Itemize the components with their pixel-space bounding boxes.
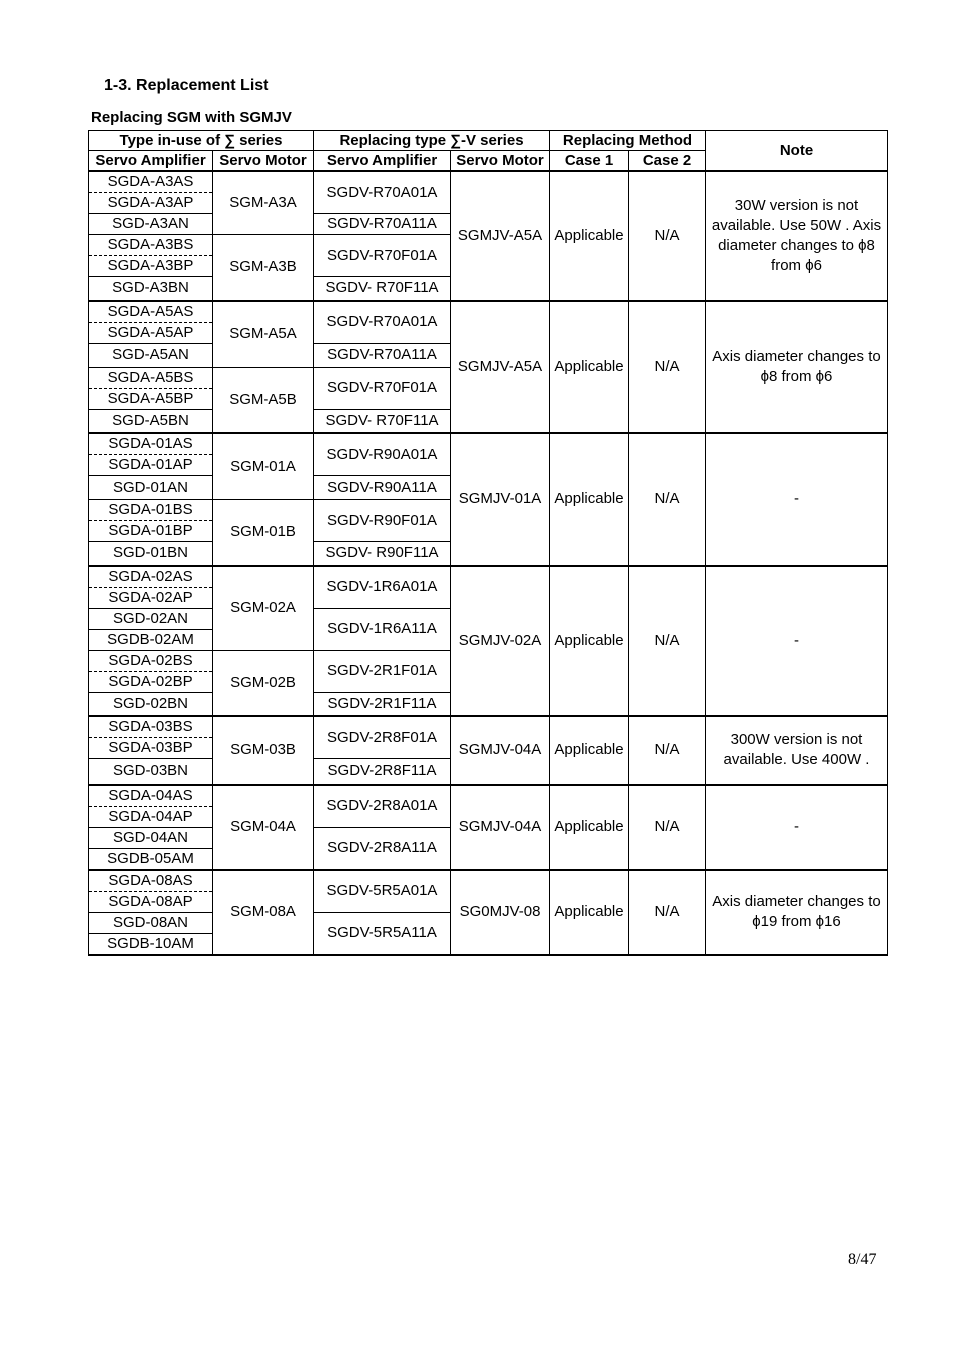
table-cell-amp: SGDB-05AM: [89, 848, 213, 870]
header-replacing-type: Replacing type ∑-V series: [314, 131, 550, 151]
header-case2: Case 2: [629, 151, 706, 172]
table-cell-case1: Applicable: [550, 433, 629, 566]
table-cell-amp: SGDA-A3BS: [89, 235, 213, 256]
table-cell-motor: SGM-A5A: [213, 301, 314, 368]
table-cell-motor: SGM-01B: [213, 500, 314, 566]
table-cell-amp: SGD-A5AN: [89, 343, 213, 367]
table-cell-note: Axis diameter changes to ϕ19 from ϕ16: [706, 870, 888, 955]
table-cell-amp: SGDA-02BP: [89, 671, 213, 692]
table-cell-amp: SGDA-A5BP: [89, 388, 213, 409]
table-cell-motor: SGM-02B: [213, 650, 314, 716]
table-cell-motor: SGM-03B: [213, 716, 314, 785]
table-cell-new-amp: SGDV-1R6A01A: [314, 566, 451, 609]
table-cell-amp: SGD-A5BN: [89, 409, 213, 433]
table-cell-amp: SGDB-02AM: [89, 629, 213, 650]
table-cell-case2: N/A: [629, 785, 706, 870]
table-cell-case2: N/A: [629, 171, 706, 301]
table-cell-amp: SGDA-03BP: [89, 738, 213, 759]
table-cell-motor: SGM-A5B: [213, 367, 314, 433]
table-cell-motor: SGM-A3B: [213, 235, 314, 301]
table-cell-amp: SGDA-01BP: [89, 521, 213, 542]
table-cell-case1: Applicable: [550, 716, 629, 785]
table-cell-amp: SGDA-02AP: [89, 587, 213, 608]
table-cell-amp: SGDA-A5AS: [89, 301, 213, 323]
table-cell-new-amp: SGDV-R90A01A: [314, 433, 451, 476]
table-cell-new-motor: SG0MJV-08: [451, 870, 550, 955]
table-cell-new-amp: SGDV- R70F11A: [314, 277, 451, 301]
header-new-servo-amplifier: Servo Amplifier: [314, 151, 451, 172]
table-cell-new-motor: SGMJV-A5A: [451, 171, 550, 301]
table-cell-case1: Applicable: [550, 171, 629, 301]
table-cell-amp: SGD-01AN: [89, 476, 213, 500]
table-cell-new-motor: SGMJV-04A: [451, 716, 550, 785]
table-cell-amp: SGDA-08AP: [89, 891, 213, 912]
table-cell-amp: SGDA-01BS: [89, 500, 213, 521]
table-cell-new-amp: SGDV-R90F01A: [314, 500, 451, 542]
table-body: [89, 171, 888, 955]
table-cell-new-amp: SGDV-2R1F01A: [314, 650, 451, 692]
table-cell-amp: SGDA-A5AP: [89, 322, 213, 343]
table-cell-new-amp: SGDV- R90F11A: [314, 542, 451, 566]
table-cell-new-amp: SGDV-R70A11A: [314, 214, 451, 235]
header-type-in-use: Type in-use of ∑ series: [89, 131, 314, 151]
table-cell-amp: SGD-A3BN: [89, 277, 213, 301]
table-cell-new-amp: SGDV-1R6A11A: [314, 608, 451, 650]
table-cell-amp: SGD-02BN: [89, 692, 213, 716]
table-cell-new-amp: SGDV-R70A11A: [314, 343, 451, 367]
header-replacing-method: Replacing Method: [550, 131, 706, 151]
table-cell-case1: Applicable: [550, 785, 629, 870]
table-cell-new-amp: SGDV- R70F11A: [314, 409, 451, 433]
table-cell-new-amp: SGDV-5R5A01A: [314, 870, 451, 913]
table-cell-new-amp: SGDV-R70F01A: [314, 235, 451, 277]
table-cell-new-amp: SGDV-2R8F01A: [314, 716, 451, 759]
header-new-servo-motor: Servo Motor: [451, 151, 550, 172]
table-cell-case1: Applicable: [550, 870, 629, 955]
table-cell-amp: SGD-02AN: [89, 608, 213, 629]
table-cell-note: 300W version is not available. Use 400W .: [706, 716, 888, 785]
page-number: 8/47: [848, 1251, 877, 1268]
table-cell-note: Axis diameter changes to ϕ8 from ϕ6: [706, 301, 888, 434]
table-cell-new-amp: SGDV-2R1F11A: [314, 692, 451, 716]
table-cell-amp: SGD-08AN: [89, 912, 213, 933]
table-cell-new-motor: SGMJV-A5A: [451, 301, 550, 434]
table-cell-amp: SGD-01BN: [89, 542, 213, 566]
table-cell-amp: SGDA-01AP: [89, 455, 213, 476]
table-cell-motor: SGM-04A: [213, 785, 314, 870]
table-cell-new-motor: SGMJV-01A: [451, 433, 550, 566]
table-cell-case1: Applicable: [550, 566, 629, 717]
table-cell-note: 30W version is not available. Use 50W . Axis diameter changes to ϕ8 from ϕ6: [706, 171, 888, 301]
table-cell-case2: N/A: [629, 870, 706, 955]
table-cell-amp: SGD-A3AN: [89, 214, 213, 235]
header-note: Note: [706, 131, 888, 172]
table-cell-amp: SGDA-02BS: [89, 650, 213, 671]
table-cell-amp: SGDA-08AS: [89, 870, 213, 892]
table-cell-amp: SGDA-A5BS: [89, 367, 213, 388]
header-servo-amplifier: Servo Amplifier: [89, 151, 213, 172]
table-cell-new-amp: SGDV-R90A11A: [314, 476, 451, 500]
table-cell-new-amp: SGDV-R70A01A: [314, 171, 451, 214]
table-cell-case1: Applicable: [550, 301, 629, 434]
table-cell-new-amp: SGDV-5R5A11A: [314, 912, 451, 955]
table-cell-new-amp: SGDV-R70F01A: [314, 367, 451, 409]
section-title: 1-3. Replacement List: [104, 77, 269, 94]
table-cell-amp: SGDA-03BS: [89, 716, 213, 738]
table-cell-amp: SGD-03BN: [89, 759, 213, 785]
table-cell-amp: SGDB-10AM: [89, 933, 213, 955]
table-cell-case2: N/A: [629, 301, 706, 434]
table-cell-motor: SGM-A3A: [213, 171, 314, 235]
table-cell-note: -: [706, 433, 888, 566]
table-cell-motor: SGM-08A: [213, 870, 314, 955]
table-cell-new-motor: SGMJV-04A: [451, 785, 550, 870]
table-cell-new-amp: SGDV-R70A01A: [314, 301, 451, 344]
table-cell-motor: SGM-02A: [213, 566, 314, 651]
table-cell-amp: SGDA-04AP: [89, 806, 213, 827]
table-cell-amp: SGDA-02AS: [89, 566, 213, 588]
table-cell-amp: SGDA-01AS: [89, 433, 213, 455]
table-cell-new-amp: SGDV-2R8A01A: [314, 785, 451, 828]
table-cell-note: -: [706, 785, 888, 870]
table-cell-new-amp: SGDV-2R8A11A: [314, 827, 451, 870]
table-cell-note: -: [706, 566, 888, 717]
table-cell-motor: SGM-01A: [213, 433, 314, 500]
table-cell-amp: SGDA-04AS: [89, 785, 213, 807]
table-cell-amp: SGDA-A3AP: [89, 193, 213, 214]
table-cell-amp: SGDA-A3BP: [89, 256, 213, 277]
table-cell-case2: N/A: [629, 566, 706, 717]
header-servo-motor: Servo Motor: [213, 151, 314, 172]
table-cell-case2: N/A: [629, 433, 706, 566]
table-cell-amp: SGD-04AN: [89, 827, 213, 848]
table-caption: Replacing SGM with SGMJV: [91, 109, 292, 126]
table-cell-new-amp: SGDV-2R8F11A: [314, 759, 451, 785]
table-cell-case2: N/A: [629, 716, 706, 785]
replacement-table: [88, 130, 888, 956]
table-cell-new-motor: SGMJV-02A: [451, 566, 550, 717]
header-case1: Case 1: [550, 151, 629, 172]
table-cell-amp: SGDA-A3AS: [89, 171, 213, 193]
